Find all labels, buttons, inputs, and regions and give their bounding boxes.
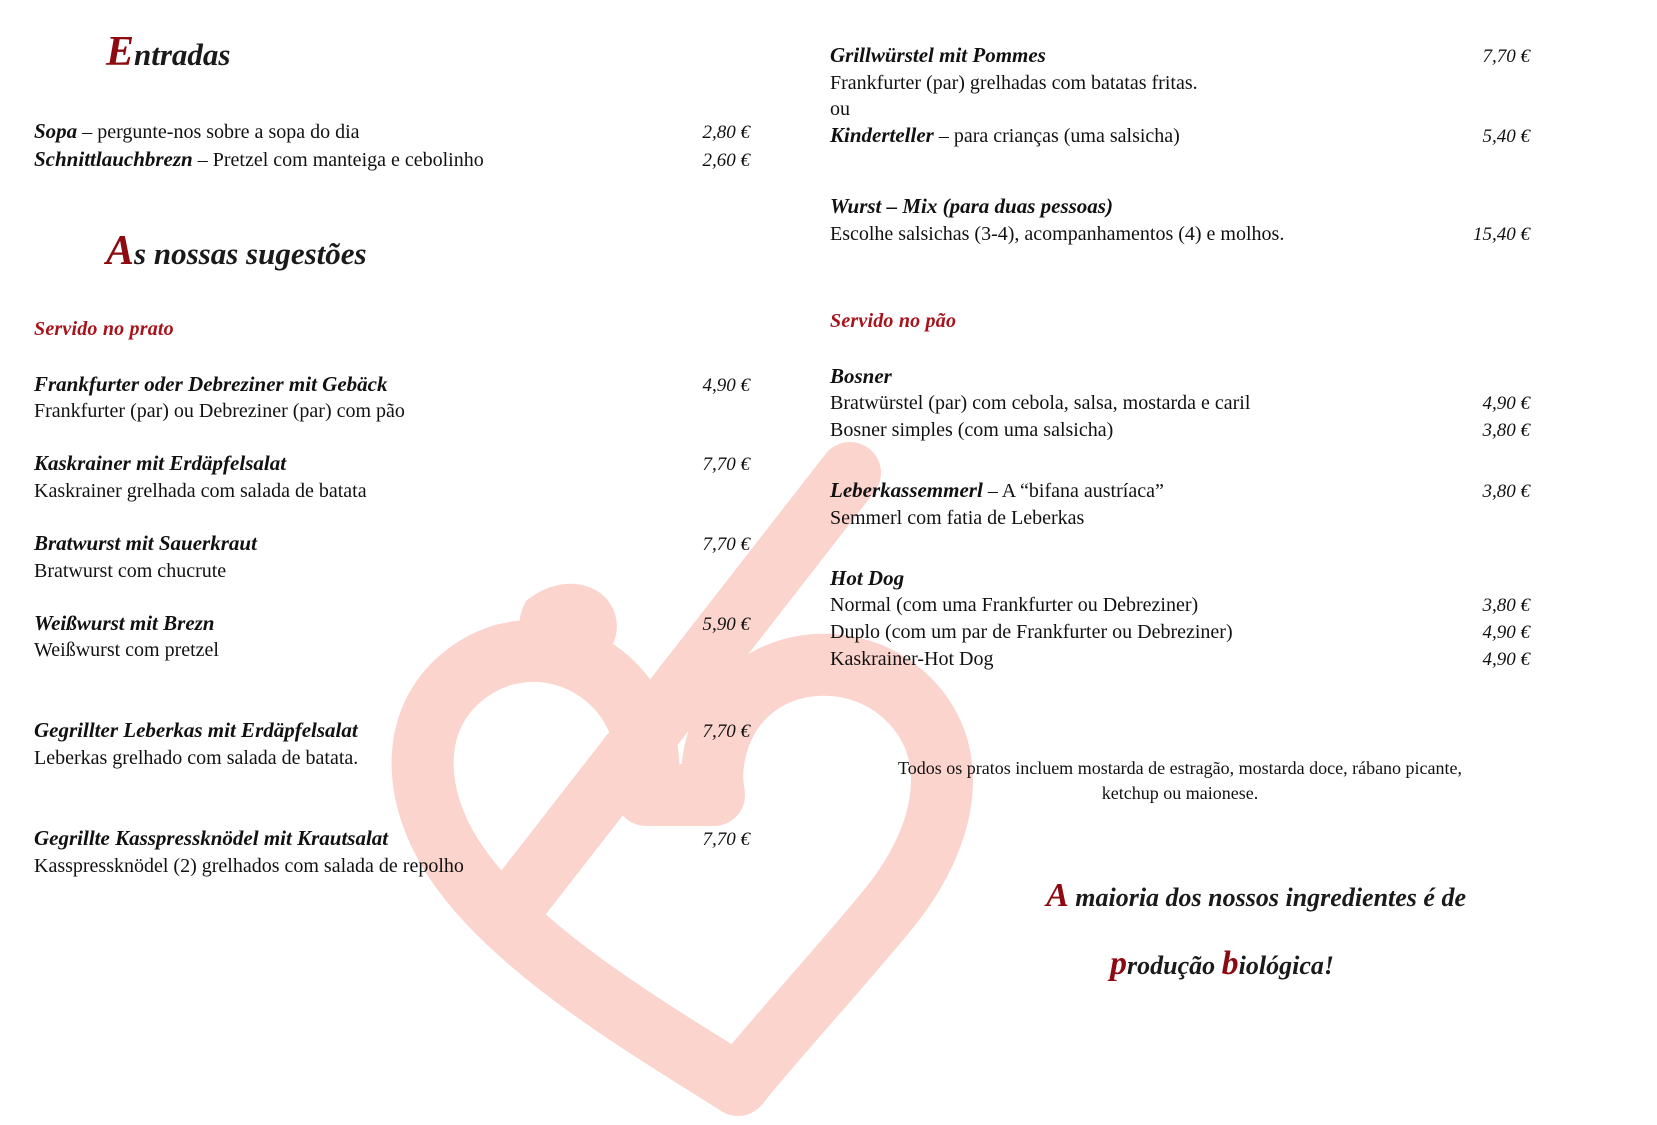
tagline-dropcap-b: b [1221,945,1239,983]
subheading-servido-no-prato: Servido no prato [34,317,174,340]
menu-row-frankfurter-gebaeck [34,371,750,399]
item-price: 5,90 € [702,613,750,635]
item-desc: – para crianças (uma salsicha) [933,124,1180,147]
item-price: 4,90 € [1482,648,1530,670]
tagline-line-2-end: iológica! [1238,951,1334,981]
item-name: Weißwurst mit Brezn [34,610,215,635]
item-price: 5,40 € [1482,125,1530,147]
item-name: Kaskrainer mit Erdäpfelsalat [34,451,287,476]
menu-row-hotdog-normal [830,592,1530,619]
item-price: 15,40 € [1473,224,1530,246]
allergen-note-line-2: ketchup ou maionese. [1101,782,1259,803]
item-inline-desc: – A “bifana austríaca” [982,480,1164,503]
item-price-placeholder [1511,196,1530,221]
item-name: Wurst – Mix (para duas pessoas) [830,194,1113,219]
menu-row-kinderteller [830,122,1530,150]
item-price: 7,70 € [702,829,750,850]
menu-row-text [830,477,1469,504]
item-price: 2,80 € [702,122,750,144]
menu-row-bratwurst-sauerkraut [34,530,750,558]
tagline-line-1 [830,879,1530,913]
item-desc: Weißwurst com pretzel [34,639,219,662]
item-name: Bratwurst mit Sauerkraut [34,530,257,555]
tagline-line-2-mid: rodução [1127,951,1222,981]
item-name: Gegrillter Leberkas mit Erdäpfelsalat [34,718,358,743]
item-desc: – pergunte-nos sobre a sopa do dia [77,121,360,144]
menu-row-bosner-simples [830,417,1530,444]
item-price: 3,80 € [1482,419,1530,441]
item-desc: Frankfurter (par) grelhadas com batatas fritas. [830,71,1198,94]
item-desc: Semmerl com fatia de Leberkas [830,507,1085,530]
menu-row-hotdog-duplo [830,619,1530,646]
item-price: 2,60 € [702,149,750,171]
tagline-dropcap-p: p [1110,945,1128,983]
menu-row-weisswurst-brezn [34,610,750,638]
item-name: Leberkassemmerl [830,478,983,503]
item-desc: Normal (com uma Frankfurter ou Debreziner) [830,594,1199,617]
item-price: 7,70 € [1482,46,1530,67]
sugestoes-heading-text: s nossas sugestões [134,236,367,272]
menu-row-grillwuerstel [830,42,1530,70]
item-name: Frankfurter oder Debreziner mit Gebäck [34,371,388,396]
item-name: Schnittlauchbrezn [34,146,193,171]
menu-row-gegrillter-leberkas [34,717,750,745]
sugestoes-heading [34,228,750,275]
item-price: 7,70 € [702,533,750,555]
sugestoes-dropcap: A [106,228,135,275]
item-desc: Duplo (com um par de Frankfurter ou Debreziner) [830,621,1233,644]
item-desc: Bratwurst com chucrute [34,559,227,582]
menu-row-wurst-mix-desc [830,221,1530,248]
menu-row-wurst-mix [830,193,1530,221]
item-name: Sopa [34,119,78,144]
subheading-servido-no-pao: Servido no pão [830,309,957,332]
item-desc: Frankfurter (par) ou Debreziner (par) com pão [34,400,405,423]
item-desc: Kaskrainer grelhada com salada de batata [34,479,367,502]
item-price: 3,80 € [1482,595,1530,617]
group-name-bosner: Bosner [830,363,892,388]
left-column [34,0,750,879]
item-connector: ou [830,97,850,120]
menu-row-schnittlauchbrezn [34,146,750,174]
item-name: Kinderteller [830,122,934,147]
entradas-heading-text: ntradas [134,37,231,72]
menu-row-hotdog-kaskrainer [830,646,1530,673]
item-price: 4,90 € [1482,622,1530,644]
menu-row-text [830,122,1469,149]
item-desc: Bosner simples (com uma salsicha) [830,418,1114,441]
item-desc: Kasspressknödel (2) grelhados com salada de repolho [34,854,464,877]
menu-row-leberkassemmerl [830,477,1530,505]
allergen-note-line-1: Todos os pratos incluem mostarda de estragão, mostarda doce, rábano picante, [897,758,1463,779]
right-column [830,0,1530,981]
menu-row-text [34,118,689,145]
item-price: 3,80 € [1482,481,1530,503]
item-desc: – Pretzel com manteiga e cebolinho [192,148,484,171]
menu-row-text [34,146,689,173]
menu-row-sopa [34,118,750,146]
item-price: 4,90 € [702,374,750,396]
tagline-dropcap-a: A [1046,877,1069,915]
item-price: 7,70 € [702,454,750,476]
menu-row-bosner-full [830,390,1530,417]
item-price: 7,70 € [702,721,750,743]
item-name: Gegrillte Kasspressknödel mit Krautsalat [34,826,389,850]
menu-row-kasspressknoedel [34,825,750,853]
tagline-line-1-text: maioria dos nossos ingredientes é de [1068,883,1466,913]
tagline-line-2 [830,947,1530,981]
item-desc: Leberkas grelhado com salada de batata. [34,747,359,769]
item-desc: Kaskrainer-Hot Dog [830,647,994,670]
entradas-heading [34,29,750,75]
item-desc: Bratwürstel (par) com cebola, salsa, mostarda e caril [830,392,1251,415]
item-desc: Escolhe salsichas (3-4), acompanhamentos (4) e molhos. [830,223,1285,246]
group-name-hot-dog: Hot Dog [830,566,905,591]
item-name: Grillwürstel mit Pommes [830,43,1046,67]
item-price: 4,90 € [1482,393,1530,415]
allergen-note [830,756,1530,805]
entradas-dropcap: E [106,29,135,75]
menu-row-kaskrainer [34,450,750,478]
